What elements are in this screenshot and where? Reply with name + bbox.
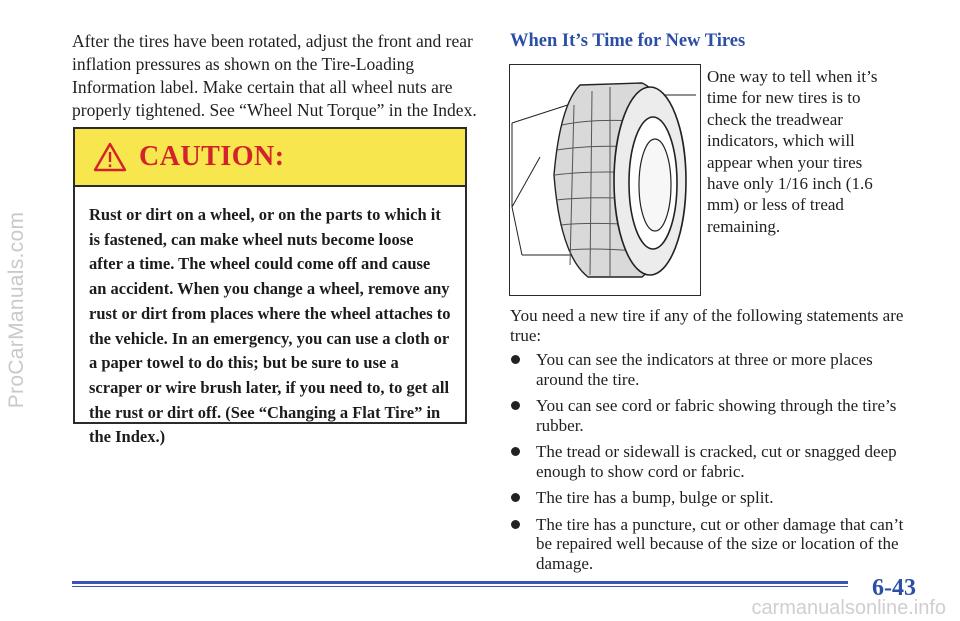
list-item: [507, 515, 907, 574]
tire-drawing: [510, 65, 699, 294]
list-item-text: You can see cord or fabric showing through the tire’s rubber.: [536, 396, 897, 435]
list-item: [507, 396, 907, 435]
need-new-tire-text: You need a new tire if any of the following statements are true:: [510, 306, 904, 345]
tire-illustration: [509, 64, 701, 296]
bullet-icon: [511, 520, 520, 529]
list-item-text: The tread or sidewall is cracked, cut or snagged deep enough to show cord or fabric.: [536, 442, 897, 481]
list-item-text: You can see the indicators at three or more places around the tire.: [536, 350, 873, 389]
bullet-icon: [511, 401, 520, 410]
caution-text: Rust or dirt on a wheel, or on the parts to which it is fastened, can make wheel nuts become loose after a time. The wheel could come off and cause an accident. When you change a wheel, remove any rust or dirt from places where the wheel attaches to the vehicle. In an emergency, you can use a cloth or a paper towel to do this; but be sure to use a scraper or wire brush later, if you need to, to get all the rust or dirt off. (See “Changing a Flat Tire” in the Index.): [89, 205, 451, 447]
intro-paragraph: After the tires have been rotated, adjust the front and rear inflation pressures as shown on the Tire-Loading Information label. Make certain that all wheel nuts are properly tightened. See “Wheel Nut Torque” in the Index.: [72, 31, 477, 120]
list-item: [507, 488, 907, 508]
section-title: When It’s Time for New Tires: [510, 31, 746, 51]
list-item-text: The tire has a bump, bulge or split.: [536, 488, 774, 507]
footer-rule-thin: [72, 586, 848, 587]
list-item-text: The tire has a puncture, cut or other damage that can’t be repaired well because of the size or location of the damage.: [536, 514, 904, 573]
page-number: 6-43: [866, 575, 916, 602]
footer-watermark: carmanualsonline.info: [751, 597, 946, 619]
bullet-icon: [511, 355, 520, 364]
caution-box: [73, 127, 467, 447]
footer-rule: [72, 581, 848, 584]
side-watermark-text: ProCarManuals.com: [5, 211, 28, 409]
bullet-icon: [511, 493, 520, 502]
list-item: [507, 350, 907, 389]
list-item: [507, 442, 907, 481]
bullet-icon: [511, 447, 520, 456]
tire-description: One way to tell when it’s time for new tires is to check the treadwear indicators, which will appear when your tires have only 1/16 inch (1.6 mm) or less of tread remaining.: [707, 67, 878, 236]
side-watermark: [0, 0, 34, 621]
warning-triangle-icon: [93, 142, 127, 172]
bullet-list: [507, 350, 907, 580]
caution-header: [75, 129, 465, 187]
caution-title: CAUTION:: [139, 141, 285, 172]
